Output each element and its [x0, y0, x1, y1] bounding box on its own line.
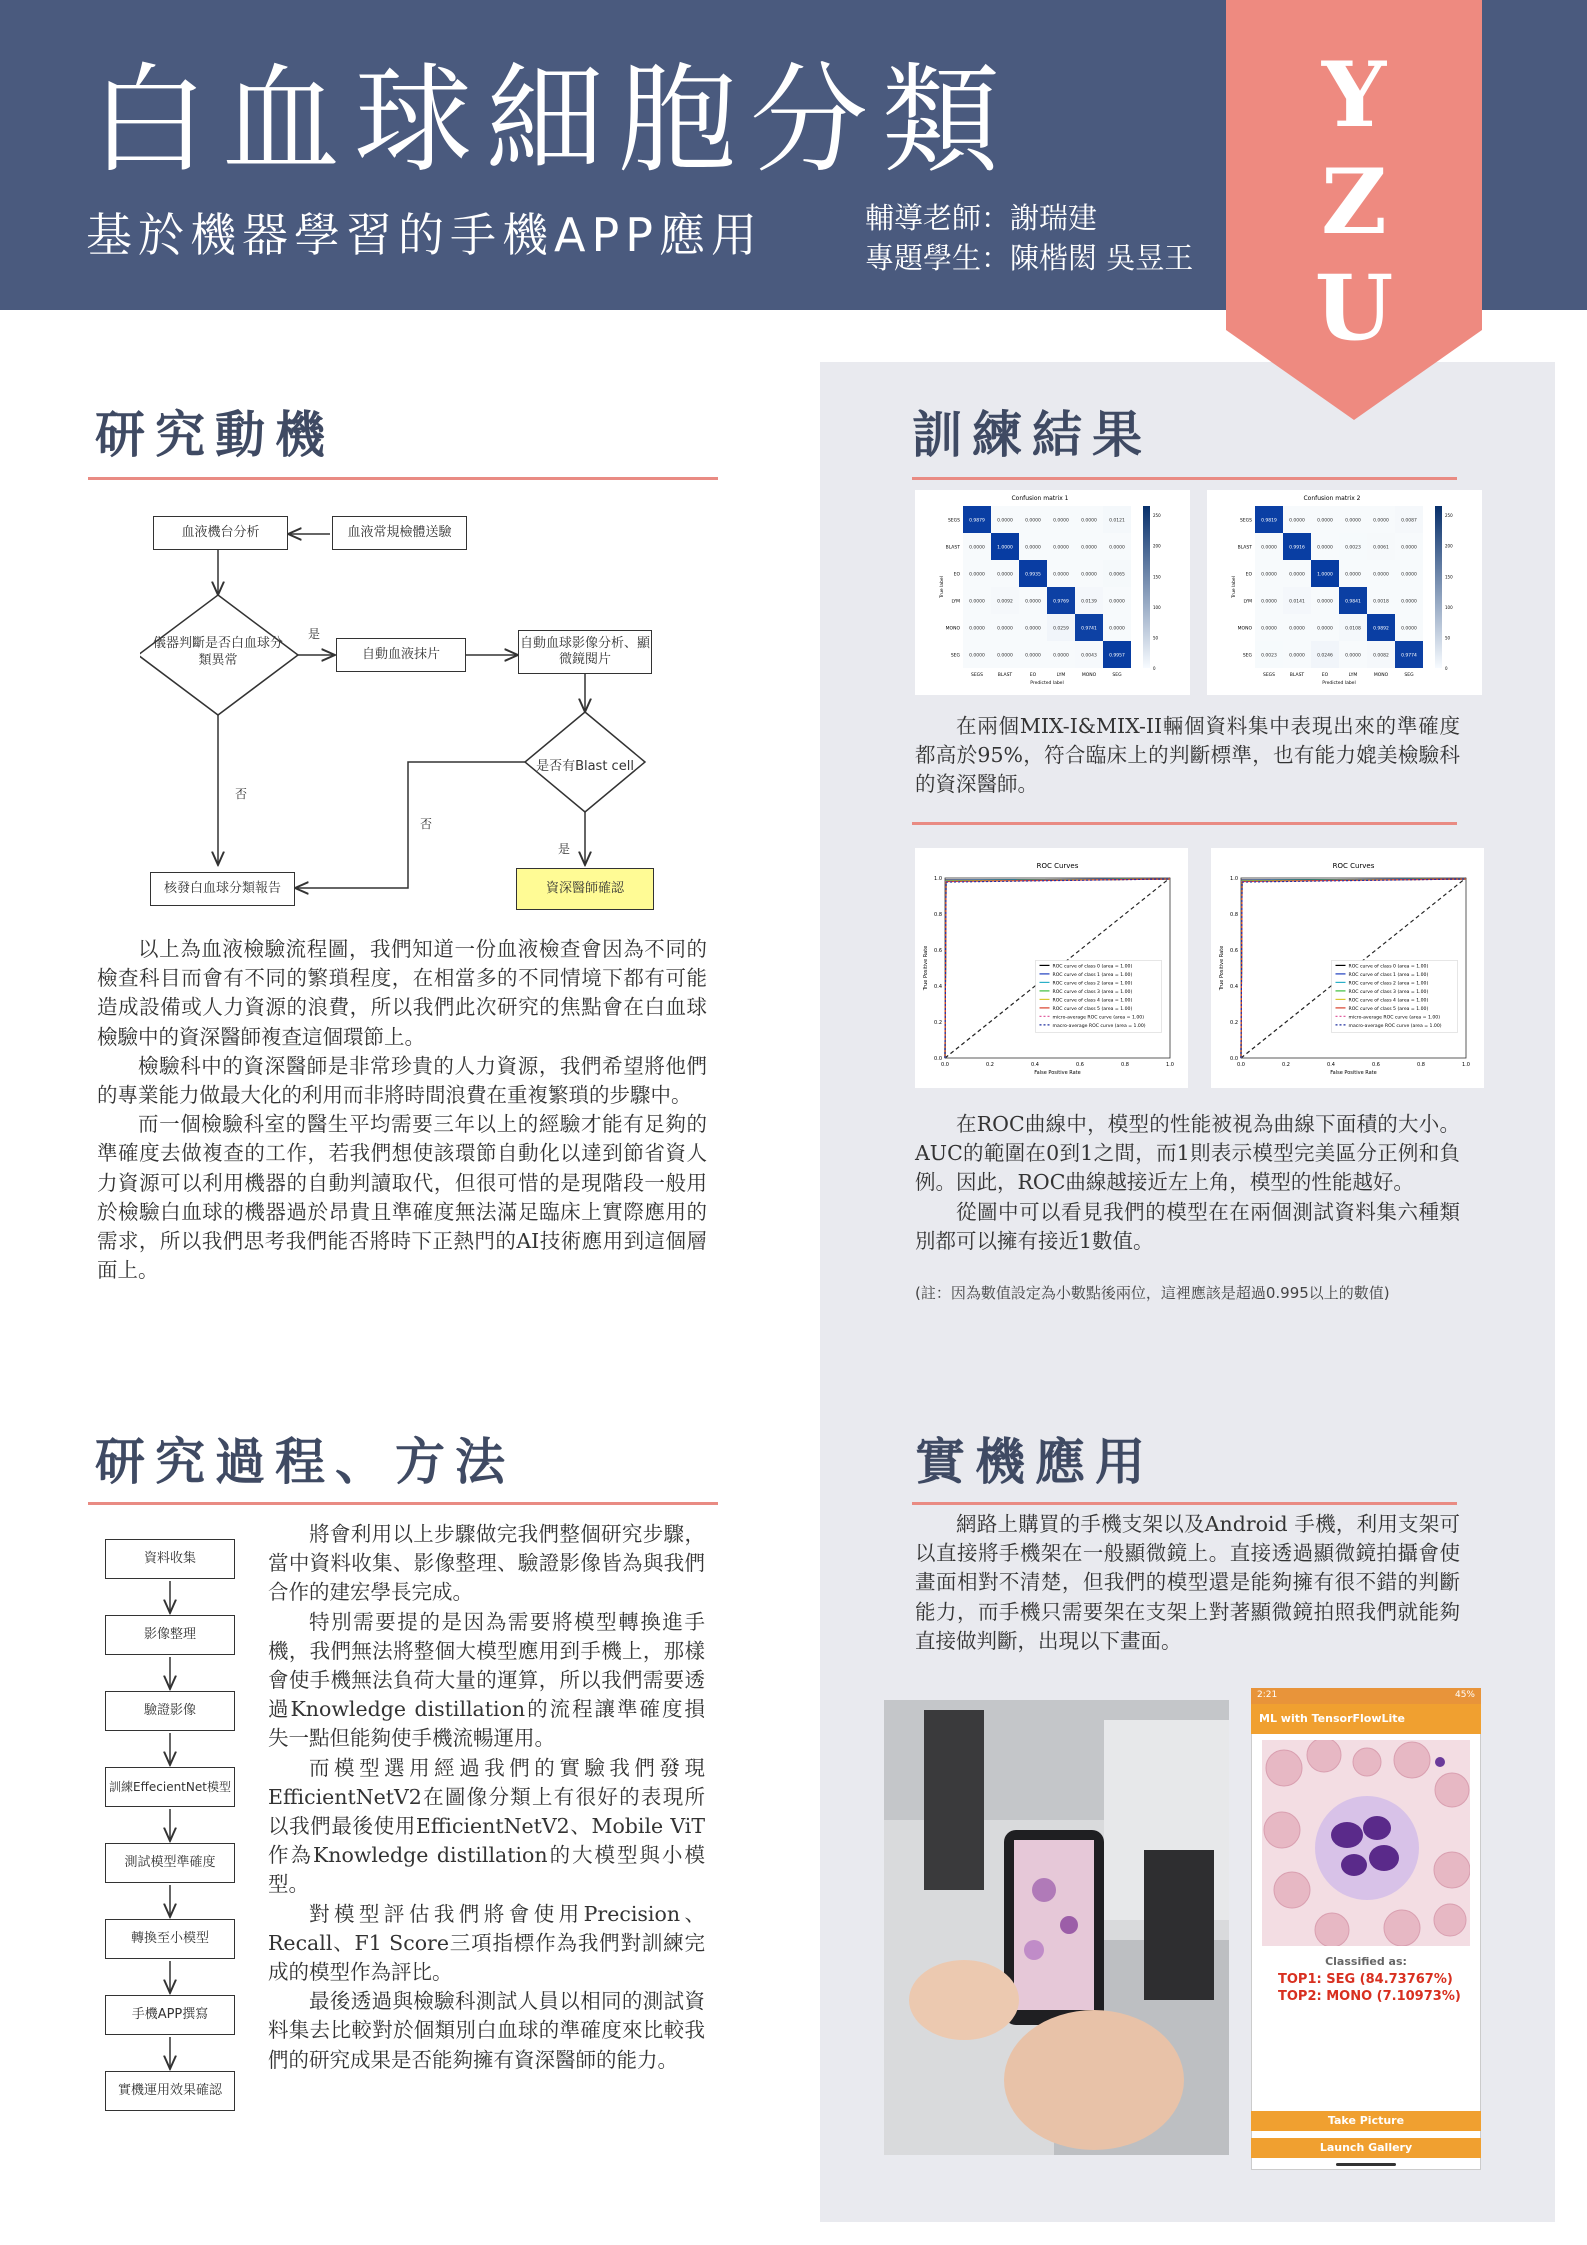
cm-scale-tick: 0 [1445, 666, 1448, 671]
cm-value: 0.0108 [1345, 626, 1361, 632]
cm-value: 0.0000 [1025, 653, 1041, 659]
cm-axis-y: True label [1232, 576, 1237, 598]
cm-ylabel: EO [1245, 572, 1252, 578]
roc-title: ROC Curves [1036, 862, 1079, 870]
cm-scale-tick: 150 [1153, 574, 1161, 580]
phone-top1-result: TOP1: SEG (84.73767%) [1278, 1972, 1453, 1987]
results-paragraph-3: 從圖中可以看見我們的模型在在兩個測試資料集六種類別都可以擁有接近1數值。 [915, 1199, 1460, 1253]
results-rule-2 [912, 822, 1457, 825]
methods-paragraph-3: 而模型選用經過我們的實驗我們發現EfficientNetV2在圖像分類上有很好的表現所以我們最後使用EfficientNetV2、Mobile ViT作為Knowledge distillation的大模型與小模型。 [268, 1755, 705, 1897]
flow-report-box: 核發白血球分類報告 [150, 872, 295, 906]
cm-value: 0.0043 [1081, 653, 1097, 659]
cm-value: 0.0000 [1401, 545, 1417, 551]
cm-value: 0.0000 [1053, 545, 1069, 551]
roc-xtick: 0.8 [1417, 1062, 1425, 1068]
phone-status-battery: 45% [1454, 1690, 1475, 1700]
motivation-paragraph-2: 檢驗科中的資深醫師是非常珍貴的人力資源，我們希望將他們的專業能力做最大化的利用而非將時間浪費在重複繁瑣的步驟中。 [97, 1053, 707, 1108]
cm-xlabel: LYM [1348, 673, 1358, 678]
cm-xlabel: LYM [1056, 673, 1066, 678]
cm-value: 0.0000 [1289, 653, 1305, 659]
phone-top2-result: TOP2: MONO (7.10973%) [1278, 1989, 1461, 2004]
cm-value: 0.0023 [1261, 653, 1277, 659]
flow-yes-label-1: 是 [308, 627, 321, 641]
phone-home-indicator [1336, 2163, 1396, 2166]
cm-value: 0.0259 [1053, 626, 1069, 632]
microscope-photo [884, 1700, 1229, 2155]
cm-value: 0.0065 [1109, 572, 1125, 578]
cm-value: 0.9841 [1345, 599, 1361, 605]
cm-value: 0.0000 [1025, 545, 1041, 551]
cm-xlabel: SEGS [970, 673, 984, 678]
cm-value: 0.0139 [1081, 599, 1097, 605]
results-paragraph-2: 在ROC曲線中，模型的性能被視為曲線下面積的大小。AUC的範圍在0到1之間，而1則表示模型完美區分正例和負例。因此，ROC曲線越接近左上角，模型的性能越好。 [915, 1112, 1460, 1195]
cm-value: 0.9741 [1081, 626, 1097, 632]
cm-value: 0.0000 [1261, 572, 1277, 578]
roc-xtick: 0.0 [1237, 1062, 1245, 1068]
roc-legend-entry: macro-average ROC curve (area = 1.00) [1052, 1023, 1146, 1029]
cm-value: 0.0000 [969, 572, 985, 578]
cm-value: 0.0000 [1053, 518, 1069, 524]
motivation-paragraph-1: 以上為血液檢驗流程圖，我們知道一份血液檢查會因為不同的檢查科目而會有不同的繁瑣程度，在相當多的不同情境下都有可能造成設備或人力資源的浪費，所以我們此次研究的焦點會在白血球檢驗中的資深醫師複查這個環節上。 [97, 937, 707, 1049]
cm-value: 0.0000 [1053, 653, 1069, 659]
roc-legend-entry: ROC curve of class 0 (area = 1.00) [1052, 964, 1133, 970]
results-rule-1 [912, 477, 1457, 480]
cm-value: 0.0000 [997, 572, 1013, 578]
cm-value: 0.0000 [1345, 653, 1361, 659]
cm-scale-tick: 50 [1445, 635, 1451, 641]
banner-letter-z: Z [1321, 149, 1387, 255]
roc-title: ROC Curves [1332, 862, 1375, 870]
roc-xtick: 0.8 [1121, 1062, 1129, 1068]
methods-paragraph-1: 將會利用以上步驟做完我們整個研究步驟，當中資料收集、影像整理、驗證影像皆為與我們合作的建宏學長完成。 [268, 1522, 705, 1605]
flow-senior-box: 資深醫師確認 [516, 868, 654, 910]
cm-value: 0.9892 [1373, 626, 1389, 632]
phone-status-bar [1251, 1688, 1481, 1704]
cm-value: 0.0000 [1081, 545, 1097, 551]
cm-value: 0.0246 [1317, 653, 1333, 659]
results-text-1 [915, 712, 1460, 800]
cm-value: 0.9957 [1109, 653, 1125, 659]
poster-title: 白血球細胞分類 [90, 51, 1015, 189]
roc-chart-2 [1211, 848, 1484, 1088]
advisor-name: 輔導老師：謝瑞建 [865, 201, 1098, 235]
confusion-matrix-1 [915, 490, 1190, 695]
cm-scale-tick: 150 [1445, 574, 1453, 580]
roc-legend-entry: macro-average ROC curve (area = 1.00) [1348, 1023, 1442, 1029]
roc-xtick: 0.6 [1076, 1062, 1084, 1068]
roc-legend-entry: ROC curve of class 5 (area = 1.00) [1348, 1006, 1429, 1012]
cm-axis-x: Predicted label [1030, 681, 1064, 686]
cm-value: 0.0141 [1289, 599, 1305, 605]
phone-classified-label: Classified as: [1325, 1955, 1407, 1968]
cm-value: 0.0092 [997, 599, 1013, 605]
roc-legend-entry: ROC curve of class 5 (area = 1.00) [1052, 1006, 1133, 1012]
roc-ytick: 0.4 [1230, 984, 1238, 990]
roc-ytick: 0.8 [1230, 912, 1238, 918]
cm-colorbar [1435, 506, 1442, 668]
cm-ylabel: LYM [1243, 599, 1252, 605]
phone-status-time: 2:21 [1257, 1690, 1278, 1700]
methods-paragraph-2: 特別需要提的是因為需要將模型轉換進手機，我們無法將整個大模型應用到手機上，那樣會使手機無法負荷大量的運算，所以我們需要透過Knowledge distillation的流程讓準確度損失一點但能夠使手機流暢運用。 [268, 1609, 705, 1751]
roc-ytick: 0.6 [1230, 948, 1238, 954]
flow-no-label-2: 否 [420, 817, 433, 831]
method-step-3: 驗證影像 [105, 1691, 235, 1731]
flow-decision-label: 儀器判斷是否白血球分類異常 [152, 636, 283, 668]
take-picture-button[interactable]: Take Picture [1251, 2111, 1481, 2131]
roc-ytick: 0.4 [934, 984, 942, 990]
flow-image-box: 自動血球影像分析、顯微鏡閱片 [518, 630, 652, 674]
method-step-1: 資料收集 [105, 1539, 235, 1579]
method-step-7: 手機APP撰寫 [105, 1995, 235, 2035]
application-paragraph: 網路上購買的手機支架以及Android 手機，利用支架可以直接將手機架在一般顯微鏡上。直接透過顯微鏡拍攝會使畫面相對不清楚，但我們的模型還是能夠擁有很不錯的判斷能力，而手機只需要架在支架上對著顯微鏡拍照我們就能夠直接做判斷，出現以下畫面。 [915, 1512, 1460, 1653]
cm-value: 0.0000 [1109, 599, 1125, 605]
roc-xtick: 0.4 [1327, 1062, 1335, 1068]
motivation-rule [88, 477, 718, 480]
cm-value: 0.0000 [1109, 545, 1125, 551]
confusion-matrix-2 [1207, 490, 1482, 695]
flow-yes-label-2: 是 [558, 842, 571, 856]
flow-analyzer-box: 血液機台分析 [153, 516, 288, 550]
cm-value: 0.0000 [1289, 626, 1305, 632]
roc-legend-entry: ROC curve of class 1 (area = 1.00) [1052, 972, 1133, 978]
flow-smear-box: 自動血液抹片 [336, 638, 466, 672]
roc-legend-box [1332, 960, 1458, 1032]
cm-value: 0.0000 [969, 626, 985, 632]
methods-title: 研究過程、方法 [95, 1433, 515, 1491]
cm-value: 0.0000 [1401, 599, 1417, 605]
cm-value: 0.0000 [1025, 599, 1041, 605]
method-step-5: 測試模型準確度 [105, 1843, 235, 1883]
cm-value: 0.9916 [1289, 545, 1305, 551]
cm-value: 0.0000 [1345, 518, 1361, 524]
results-paragraph-1: 在兩個MIX-I&MIX-II輛個資料集中表現出來的準確度都高於95%，符合臨床上的判斷標準，也有能力媲美檢驗科的資深醫師。 [915, 714, 1460, 797]
results-text-2 [915, 1110, 1460, 1256]
cm-value: 0.0000 [1317, 626, 1333, 632]
banner-letter-y: Y [1321, 42, 1387, 148]
cm-value: 1.0000 [1317, 572, 1333, 578]
method-step-2: 影像整理 [105, 1615, 235, 1655]
author-info [865, 198, 1193, 278]
roc-legend-entry: micro-average ROC curve (area = 1.00) [1052, 1015, 1145, 1021]
cm-value: 0.0000 [1373, 518, 1389, 524]
roc-xtick: 0.2 [1282, 1062, 1290, 1068]
cm-xlabel: EO [1029, 673, 1037, 678]
roc-ytick: 0.8 [934, 912, 942, 918]
motivation-paragraph-3: 而一個檢驗科室的醫生平均需要三年以上的經驗才能有足夠的準確度去做複查的工作，若我們想使該環節自動化以達到節省資人力資源可以利用機器的自動判讀取代，但很可惜的是現階段一般用於檢驗白血球的機器過於昂貴且準確度無法滿足臨床上實際應用的需求，所以我們思考我們能否將時下正熱門的AI技術應用到這個層面上。 [97, 1112, 707, 1283]
method-step-8: 實機運用效果確認 [105, 2071, 235, 2111]
roc-xtick: 1.0 [1166, 1062, 1174, 1068]
cm-xlabel: SEGS [1262, 673, 1276, 678]
cm-xlabel: BLAST [997, 673, 1013, 678]
method-step-4: 訓練EffecientNet模型 [105, 1767, 235, 1807]
cm-value: 0.0000 [1025, 626, 1041, 632]
motivation-title: 研究動機 [95, 406, 335, 464]
cm-value: 0.0000 [1317, 518, 1333, 524]
cm-xlabel: MONO [1373, 673, 1389, 678]
cm-value: 0.9879 [969, 518, 985, 524]
cm-value: 1.0000 [997, 545, 1013, 551]
cm-value: 0.0121 [1109, 518, 1125, 524]
methods-rule [88, 1502, 718, 1505]
cm-scale-tick: 200 [1153, 543, 1161, 549]
cm-scale-tick: 100 [1445, 604, 1453, 610]
methods-text [268, 1520, 705, 2075]
launch-gallery-button[interactable]: Launch Gallery [1251, 2138, 1481, 2158]
cm-ylabel: EO [953, 572, 960, 578]
poster-subtitle: 基於機器學習的手機APP應用 [86, 208, 763, 262]
blood-cell-image [1262, 1740, 1470, 1946]
cm-value: 0.0000 [1345, 572, 1361, 578]
roc-legend-box [1036, 960, 1162, 1032]
cm-value: 0.0000 [1261, 545, 1277, 551]
methods-paragraph-5: 最後透過與檢驗科測試人員以相同的測試資料集去比較對於個類別白血球的準確度來比較我們的研究成果是否能夠擁有資深醫師的能力。 [268, 1989, 705, 2072]
cm-ylabel: SEG [1242, 653, 1252, 659]
methods-paragraph-4: 對模型評估我們將會使用Precision、Recall、F1 Score三項指標作為我們對訓練完成的模型作為評比。 [268, 1901, 705, 1985]
roc-ytick: 0.0 [934, 1056, 942, 1062]
student-names: 專題學生：陳楷閎 吳昱王 [865, 241, 1194, 275]
roc-legend-entry: micro-average ROC curve (area = 1.00) [1348, 1015, 1441, 1021]
roc-xtick: 0.2 [986, 1062, 994, 1068]
cm-axis-y: True label [940, 576, 945, 598]
roc-ylabel: True Positive Rate [1219, 945, 1225, 991]
application-rule [912, 1502, 1457, 1505]
roc-ytick: 0.0 [1230, 1056, 1238, 1062]
cm-xlabel: BLAST [1289, 673, 1305, 678]
roc-ytick: 0.6 [934, 948, 942, 954]
roc-ylabel: True Positive Rate [923, 945, 929, 991]
cm-value: 0.0000 [1289, 572, 1305, 578]
cm-value: 0.0000 [1317, 545, 1333, 551]
motivation-text [97, 935, 707, 1285]
roc-legend-entry: ROC curve of class 2 (area = 1.00) [1348, 981, 1429, 987]
cm-ylabel: SEGS [947, 518, 960, 524]
flowchart-lines [140, 500, 720, 920]
roc-xlabel: False Positive Rate [1034, 1070, 1081, 1076]
roc-legend-entry: ROC curve of class 2 (area = 1.00) [1052, 981, 1133, 987]
cm-scale-tick: 250 [1445, 513, 1453, 519]
roc-legend-entry: ROC curve of class 1 (area = 1.00) [1348, 972, 1429, 978]
cm-value: 0.0000 [1261, 599, 1277, 605]
cm-value: 0.0000 [1261, 626, 1277, 632]
cm-xlabel: EO [1321, 673, 1329, 678]
roc-legend-entry: ROC curve of class 0 (area = 1.00) [1348, 964, 1429, 970]
cm-ylabel: LYM [951, 599, 960, 605]
roc-xtick: 0.6 [1372, 1062, 1380, 1068]
roc-ytick: 1.0 [934, 876, 942, 882]
cm-xlabel: SEG [1112, 673, 1122, 678]
cm-title: Confusion matrix 1 [1011, 495, 1069, 502]
cm-ylabel: SEGS [1239, 518, 1252, 524]
flow-no-label-1: 否 [235, 787, 248, 801]
cm-ylabel: MONO [1237, 626, 1252, 632]
cm-value: 0.0023 [1345, 545, 1361, 551]
results-title: 訓練結果 [912, 406, 1152, 464]
roc-xtick: 0.0 [941, 1062, 949, 1068]
banner-letter-u: U [1314, 255, 1394, 361]
cm-scale-tick: 200 [1445, 543, 1453, 549]
cm-scale-tick: 50 [1153, 635, 1159, 641]
roc-legend-entry: ROC curve of class 3 (area = 1.00) [1348, 989, 1429, 995]
cm-value: 0.9819 [1261, 518, 1277, 524]
cm-ylabel: SEG [950, 653, 960, 659]
cm-value: 0.0061 [1373, 545, 1389, 551]
application-title: 實機應用 [915, 1433, 1155, 1491]
cm-scale-tick: 0 [1153, 666, 1156, 671]
phone-app-bar: ML with TensorFlowLite [1251, 1704, 1481, 1734]
cm-value: 0.0000 [1401, 572, 1417, 578]
roc-ytick: 0.2 [1230, 1020, 1238, 1026]
cm-xlabel: MONO [1081, 673, 1097, 678]
cm-ylabel: MONO [945, 626, 960, 632]
cm-value: 0.0000 [997, 653, 1013, 659]
roc-legend-entry: ROC curve of class 3 (area = 1.00) [1052, 989, 1133, 995]
results-note: (註：因為數值設定為小數點後兩位，這裡應該是超過0.995以上的數值) [915, 1284, 1390, 1302]
roc-xlabel: False Positive Rate [1330, 1070, 1377, 1076]
application-text [915, 1510, 1460, 1656]
cm-title: Confusion matrix 2 [1303, 495, 1361, 502]
cm-value: 0.0000 [1025, 518, 1041, 524]
cm-scale-tick: 250 [1153, 513, 1161, 519]
cm-value: 0.9774 [1401, 653, 1417, 659]
cm-value: 0.0000 [1109, 626, 1125, 632]
roc-ytick: 1.0 [1230, 876, 1238, 882]
cm-axis-x: Predicted label [1322, 681, 1356, 686]
cm-value: 0.9935 [1025, 572, 1041, 578]
cm-value: 0.0000 [997, 626, 1013, 632]
cm-value: 0.0000 [1081, 518, 1097, 524]
cm-colorbar [1143, 506, 1150, 668]
flow-blast-label: 是否有Blast cell [536, 759, 634, 774]
cm-value: 0.0000 [969, 653, 985, 659]
cm-value: 0.0087 [1401, 518, 1417, 524]
cm-value: 0.0000 [1401, 626, 1417, 632]
cm-value: 0.0000 [1289, 518, 1305, 524]
roc-chart-1 [915, 848, 1188, 1088]
cm-scale-tick: 100 [1153, 604, 1161, 610]
cm-value: 0.0000 [997, 518, 1013, 524]
cm-ylabel: BLAST [1237, 545, 1252, 551]
cm-value: 0.0000 [1317, 599, 1333, 605]
roc-xtick: 1.0 [1462, 1062, 1470, 1068]
roc-xtick: 0.4 [1031, 1062, 1039, 1068]
method-step-6: 轉換至小模型 [105, 1919, 235, 1959]
cm-value: 0.0000 [1373, 572, 1389, 578]
cm-value: 0.0000 [969, 545, 985, 551]
flow-routine-box: 血液常規檢體送驗 [332, 516, 467, 550]
cm-ylabel: BLAST [945, 545, 960, 551]
cm-value: 0.9769 [1053, 599, 1069, 605]
cm-value: 0.0000 [1081, 572, 1097, 578]
cm-value: 0.0082 [1373, 653, 1389, 659]
cm-value: 0.0000 [969, 599, 985, 605]
cm-value: 0.0000 [1053, 572, 1069, 578]
cm-xlabel: SEG [1404, 673, 1414, 678]
roc-legend-entry: ROC curve of class 4 (area = 1.00) [1052, 998, 1133, 1004]
cm-value: 0.0018 [1373, 599, 1389, 605]
roc-ytick: 0.2 [934, 1020, 942, 1026]
roc-legend-entry: ROC curve of class 4 (area = 1.00) [1348, 998, 1429, 1004]
